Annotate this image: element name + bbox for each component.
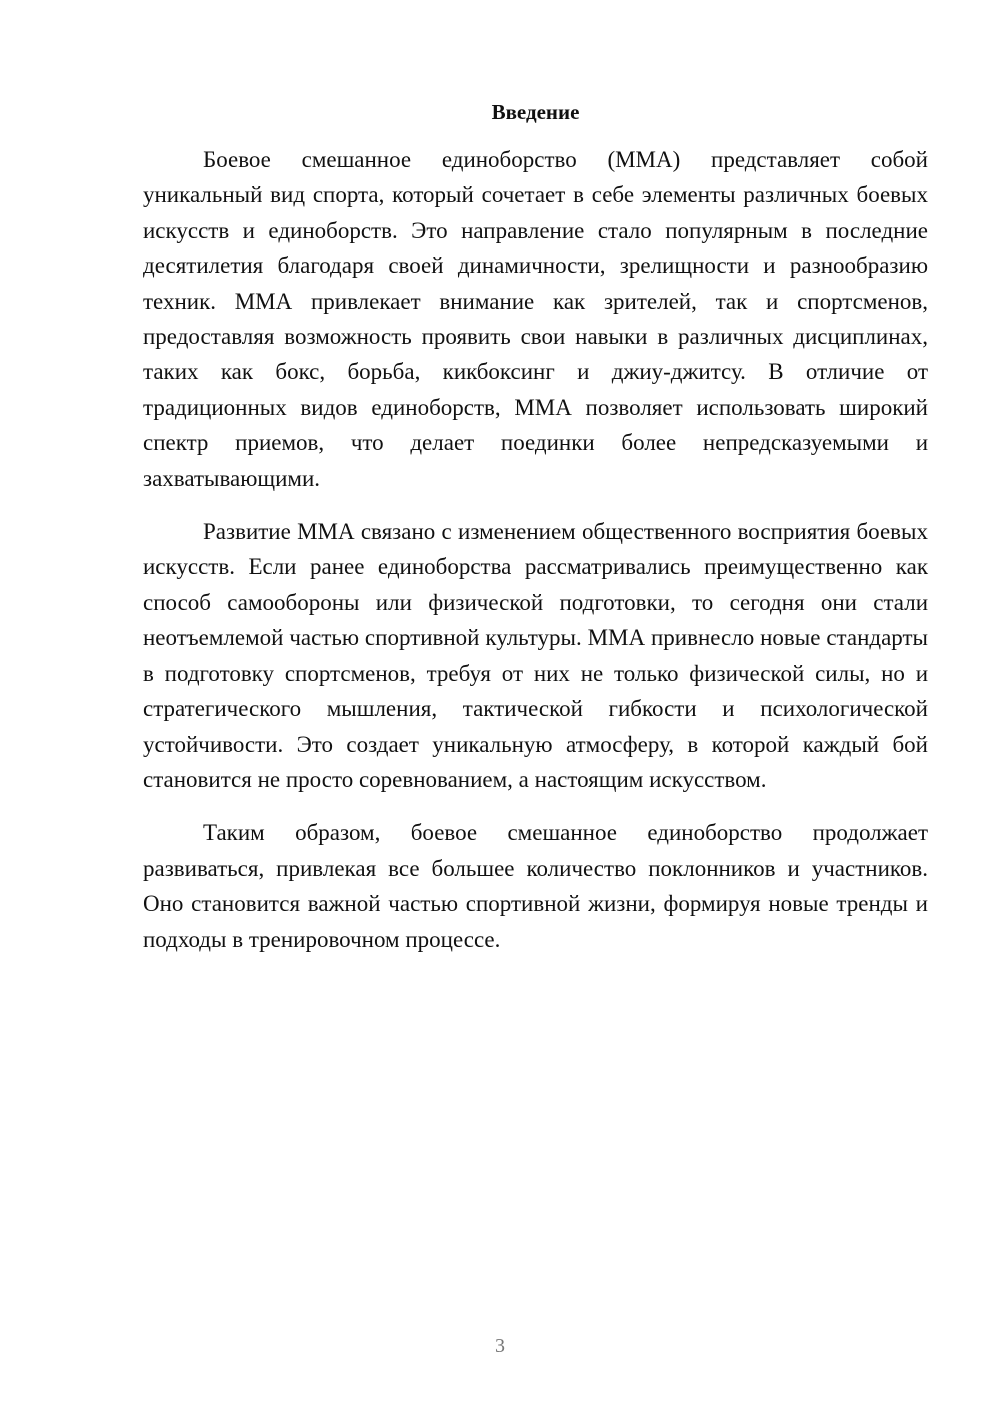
paragraph-1: Боевое смешанное единоборство (ММА) представляет собой уникальный вид спорта, который сочетает в себе элементы различных боевых искусств и единоборств. Это направление стало популярным в последние десятилетия благодаря своей динамичности, зрелищности и разнообразию техник. ММА привлекает внимание как зрителей, так и спортсменов, предоставляя возможность проявить свои навыки в различных дисциплинах, таких как бокс, борьба, кикбоксинг и джиу-джитсу. В отличие от традиционных видов единоборств, ММА позволяет использовать широкий спектр приемов, что делает поединки более непредсказуемыми и захватывающими. (143, 147, 928, 491)
paragraph-3: Таким образом, боевое смешанное единоборство продолжает развиваться, привлекая все большее количество поклонников и участников. Оно становится важной частью спортивной жизни, формируя новые тренды и подходы в тренировочном процессе. (143, 820, 928, 952)
page-number: 3 (495, 1335, 505, 1357)
section-heading: Введение (491, 100, 580, 124)
body-text (143, 142, 928, 975)
paragraph-2: Развитие ММА связано с изменением общественного восприятия боевых искусств. Если ранее единоборства рассматривались преимущественно как способ самообороны или физической подготовки, то сегодня они стали неотъемлемой частью спортивной культуры. ММА привнесло новые стандарты в подготовку спортсменов, требуя от них не только физической силы, но и стратегического мышления, тактической гибкости и психологической устойчивости. Это создает уникальную атмосферу, в которой каждый бой становится не просто соревнованием, а настоящим искусством. (143, 519, 928, 792)
